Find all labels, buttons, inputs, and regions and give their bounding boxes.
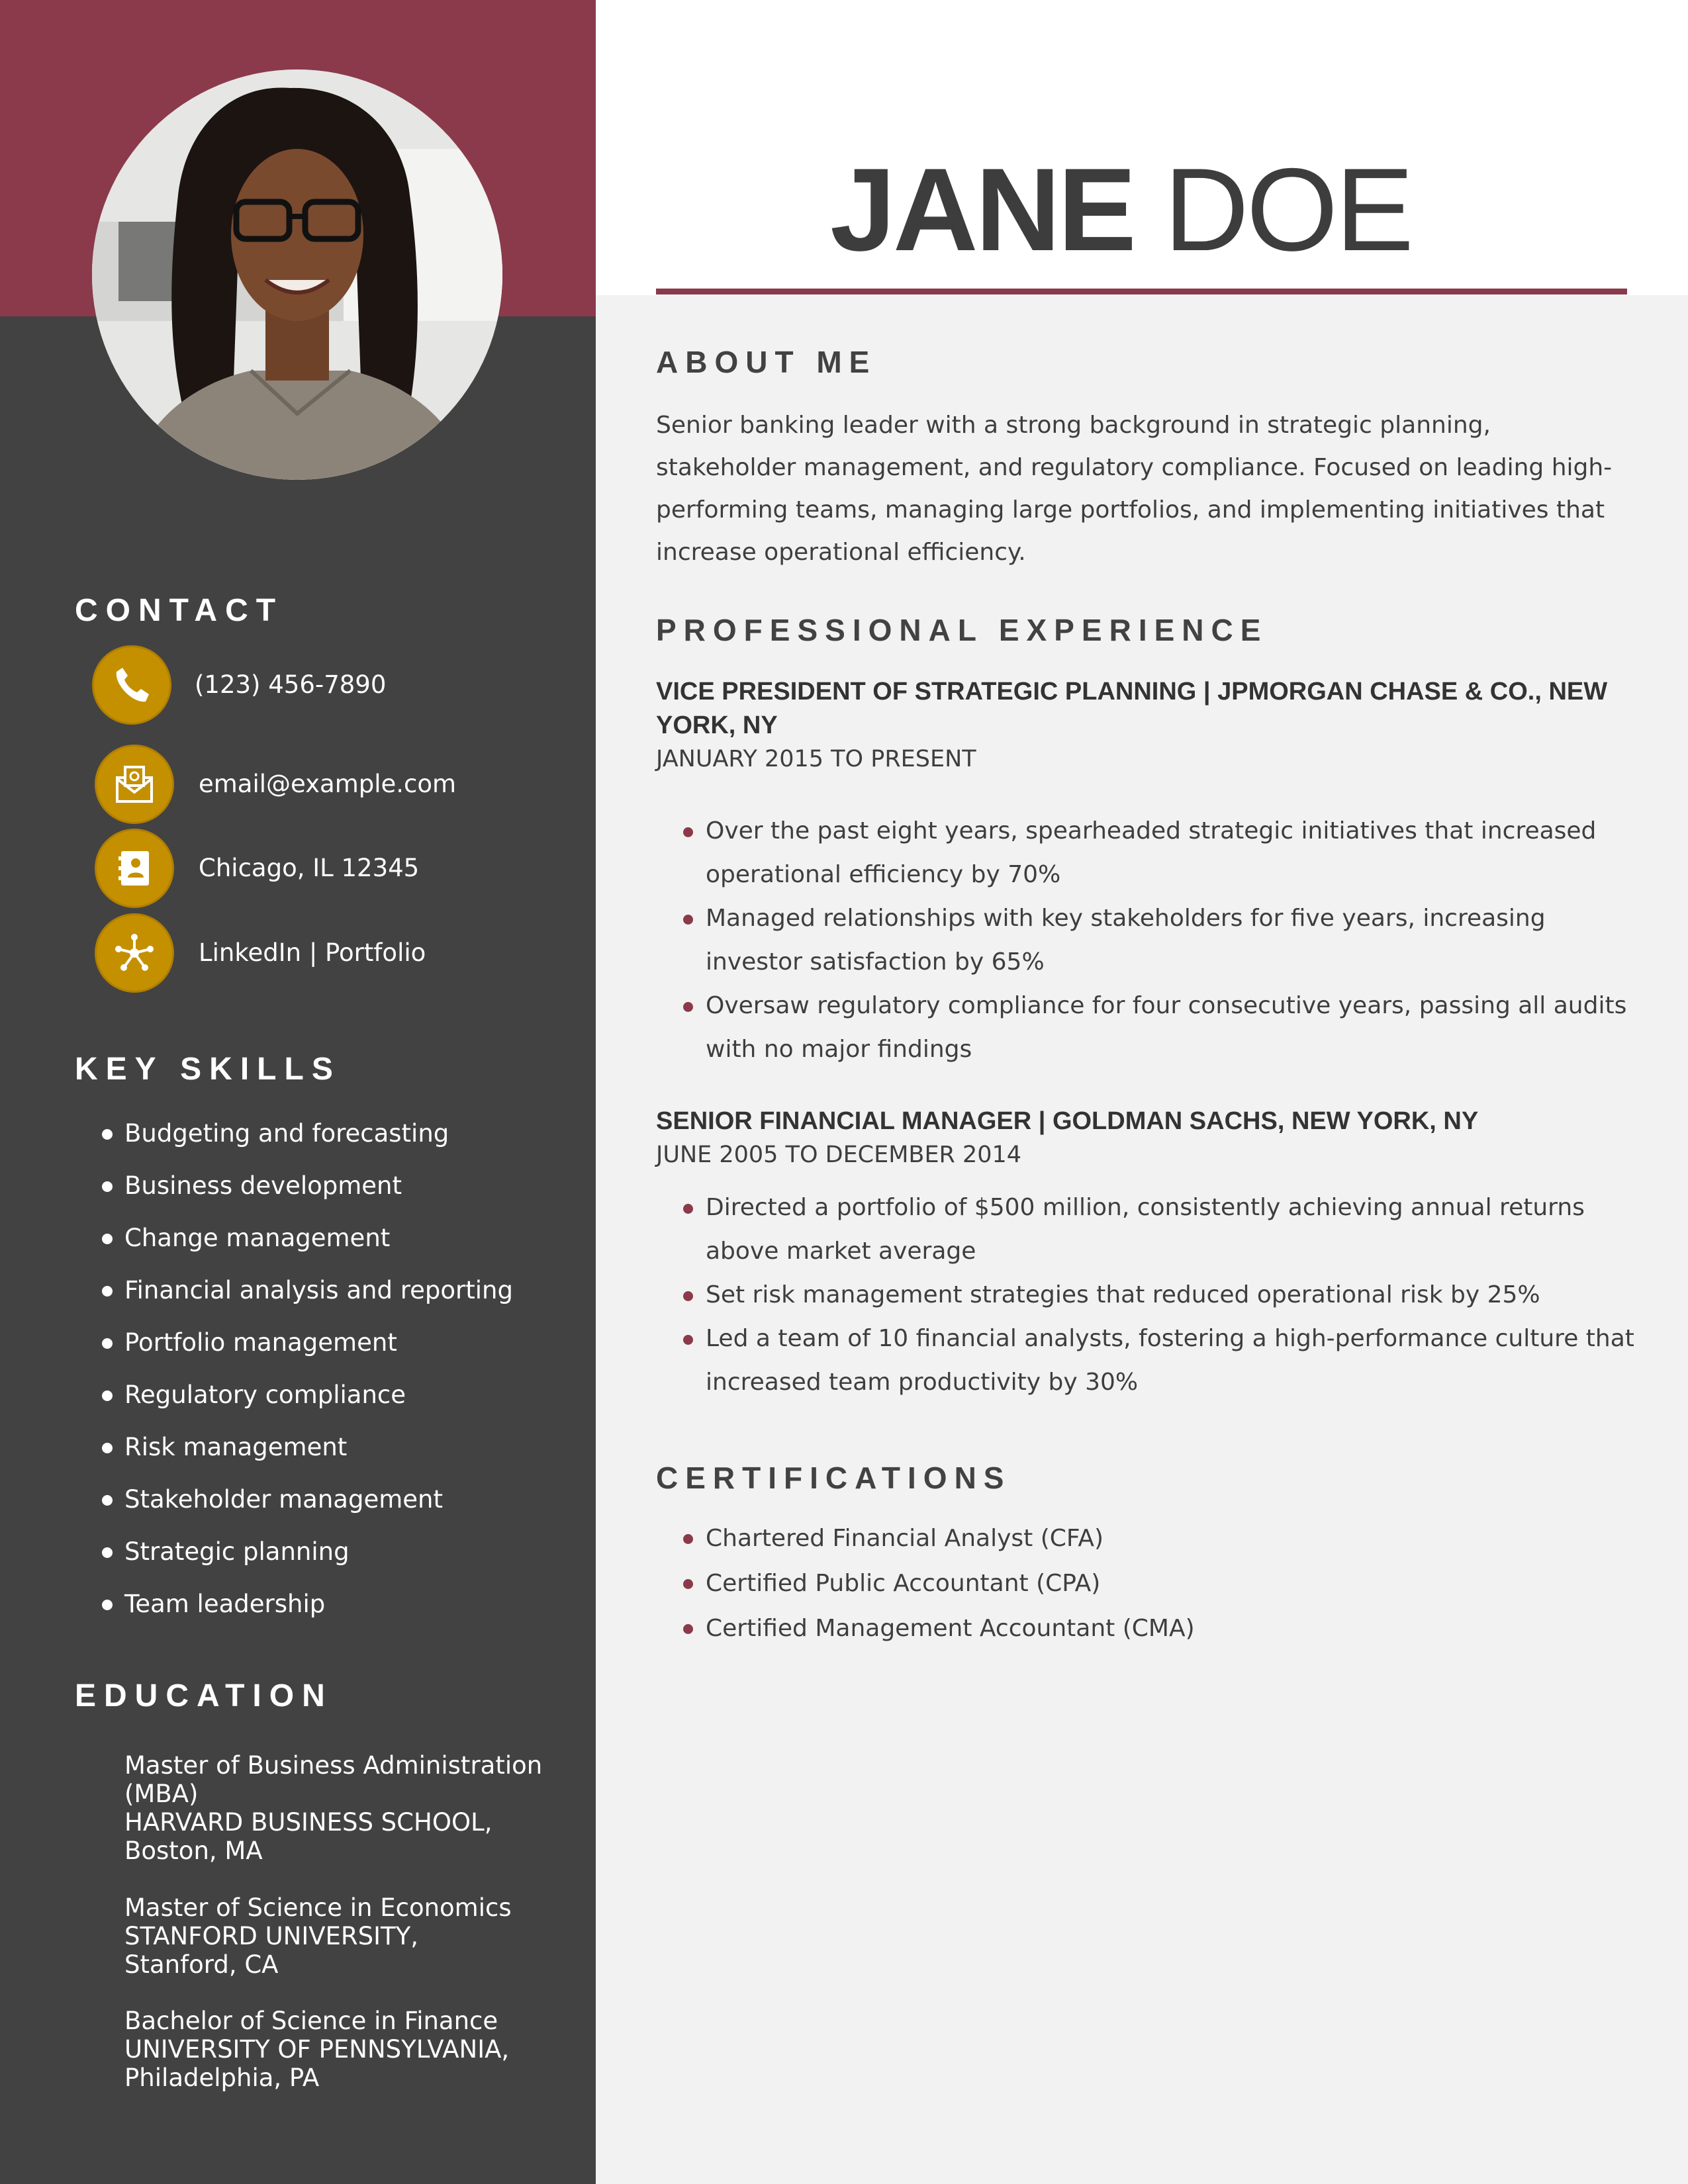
skill-item: Team leadership: [99, 1588, 513, 1640]
degree: Master of Business Administration (MBA): [124, 1751, 543, 1808]
email-icon: [95, 745, 174, 824]
education-heading: EDUCATION: [75, 1678, 333, 1713]
contact-location: [92, 829, 555, 911]
bullet-icon: [683, 1291, 693, 1301]
sidebar: [0, 0, 596, 2184]
skill-item: Budgeting and forecasting: [99, 1117, 513, 1169]
bullet-icon: [102, 1390, 113, 1401]
school: STANFORD UNIVERSITY,: [124, 1922, 418, 1950]
bullet-icon: [102, 1547, 113, 1558]
job-bullet: Over the past eight years, spearheaded strategic initiatives that increased operational efficiency by 70%: [682, 809, 1635, 897]
contact-email[interactable]: [92, 745, 555, 827]
bullet-icon: [683, 827, 693, 837]
job-dates: JUNE 2005 TO DECEMBER 2014: [656, 1142, 1022, 1168]
contact-heading: CONTACT: [75, 593, 284, 628]
certification-item: Certified Management Accountant (CMA): [682, 1606, 1635, 1651]
job-bullets: [682, 809, 1635, 1071]
last-name: DOE: [1164, 144, 1412, 275]
address-book-icon: [95, 829, 174, 908]
school-location: Stanford, CA: [124, 1950, 279, 1979]
bullet-icon: [683, 1624, 693, 1634]
job-title: VICE PRESIDENT OF STRATEGIC PLANNING | JPMORGAN CHASE & CO., NEW YORK, NY: [656, 678, 1608, 739]
skill-item: Change management: [99, 1222, 513, 1274]
skill-item: Portfolio management: [99, 1326, 513, 1379]
phone-icon: [92, 645, 171, 725]
school: UNIVERSITY OF PENNSYLVANIA,: [124, 2035, 510, 2064]
location-text: Chicago, IL 12345: [199, 854, 420, 882]
certification-item: Chartered Financial Analyst (CFA): [682, 1516, 1635, 1561]
email-text[interactable]: email@example.com: [199, 770, 457, 798]
contact-phone[interactable]: [92, 645, 555, 727]
skill-item: Financial analysis and reporting: [99, 1274, 513, 1326]
degree: Bachelor of Science in Finance: [124, 2007, 498, 2035]
candidate-name: [830, 144, 1412, 275]
experience-heading: PROFESSIONAL EXPERIENCE: [656, 613, 1268, 647]
about-text: Senior banking leader with a strong background in strategic planning, stakeholder management, and regulatory compliance. Focused on leading high-performing teams, managing large portfolios, and implementing initiatives that increase operational efficiency.: [656, 412, 1613, 566]
job-bullet: Managed relationships with key stakeholders for five years, increasing investor satisfaction by 65%: [682, 897, 1635, 984]
education-entry: [124, 2007, 555, 2092]
bullet-icon: [683, 1579, 693, 1589]
job-bullets: [682, 1186, 1635, 1404]
network-icon: [95, 913, 174, 993]
first-name: JANE: [830, 144, 1134, 275]
bullet-icon: [683, 1204, 693, 1214]
skill-item: Stakeholder management: [99, 1483, 513, 1535]
job-bullet: Directed a portfolio of $500 million, consistently achieving annual returns above market average: [682, 1186, 1635, 1273]
certification-item: Certified Public Accountant (CPA): [682, 1561, 1635, 1606]
job-bullet: Set risk management strategies that reduced operational risk by 25%: [682, 1273, 1635, 1317]
bullet-icon: [102, 1129, 113, 1140]
bullet-icon: [683, 1534, 693, 1544]
skill-item: Regulatory compliance: [99, 1379, 513, 1431]
about-heading: ABOUT ME: [656, 345, 877, 379]
bullet-icon: [683, 915, 693, 925]
school-location: Philadelphia, PA: [124, 2064, 320, 2092]
bullet-icon: [102, 1443, 113, 1453]
skill-item: Strategic planning: [99, 1535, 513, 1588]
certifications-list: [682, 1516, 1635, 1651]
school-location: Boston, MA: [124, 1837, 263, 1865]
job-bullet: Led a team of 10 financial analysts, fostering a high-performance culture that increased team productivity by 30%: [682, 1317, 1635, 1404]
job-bullet: Oversaw regulatory compliance for four consecutive years, passing all audits with no major findings: [682, 984, 1635, 1071]
skills-heading: KEY SKILLS: [75, 1052, 341, 1087]
job-dates: JANUARY 2015 TO PRESENT: [656, 746, 976, 772]
bullet-icon: [102, 1286, 113, 1297]
bullet-icon: [102, 1338, 113, 1349]
education-entry: [124, 1751, 555, 1865]
portrait-illustration: [92, 69, 502, 480]
bullet-icon: [102, 1181, 113, 1192]
name-divider: [656, 289, 1627, 295]
degree: Master of Science in Economics: [124, 1893, 512, 1922]
bullet-icon: [683, 1002, 693, 1012]
skill-item: Business development: [99, 1169, 513, 1222]
certifications-heading: CERTIFICATIONS: [656, 1461, 1011, 1495]
bullet-icon: [683, 1335, 693, 1345]
bullet-icon: [102, 1495, 113, 1506]
skill-item: Risk management: [99, 1431, 513, 1483]
contact-links[interactable]: [92, 913, 555, 995]
bullet-icon: [102, 1234, 113, 1244]
links-text[interactable]: LinkedIn | Portfolio: [199, 938, 426, 967]
profile-photo: [92, 69, 502, 480]
education-entry: [124, 1893, 555, 1979]
bullet-icon: [102, 1600, 113, 1610]
job-title: SENIOR FINANCIAL MANAGER | GOLDMAN SACHS, NEW YORK, NY: [656, 1107, 1479, 1135]
skills-list: [99, 1117, 513, 1640]
phone-text[interactable]: (123) 456-7890: [195, 670, 387, 699]
school: HARVARD BUSINESS SCHOOL,: [124, 1808, 492, 1837]
